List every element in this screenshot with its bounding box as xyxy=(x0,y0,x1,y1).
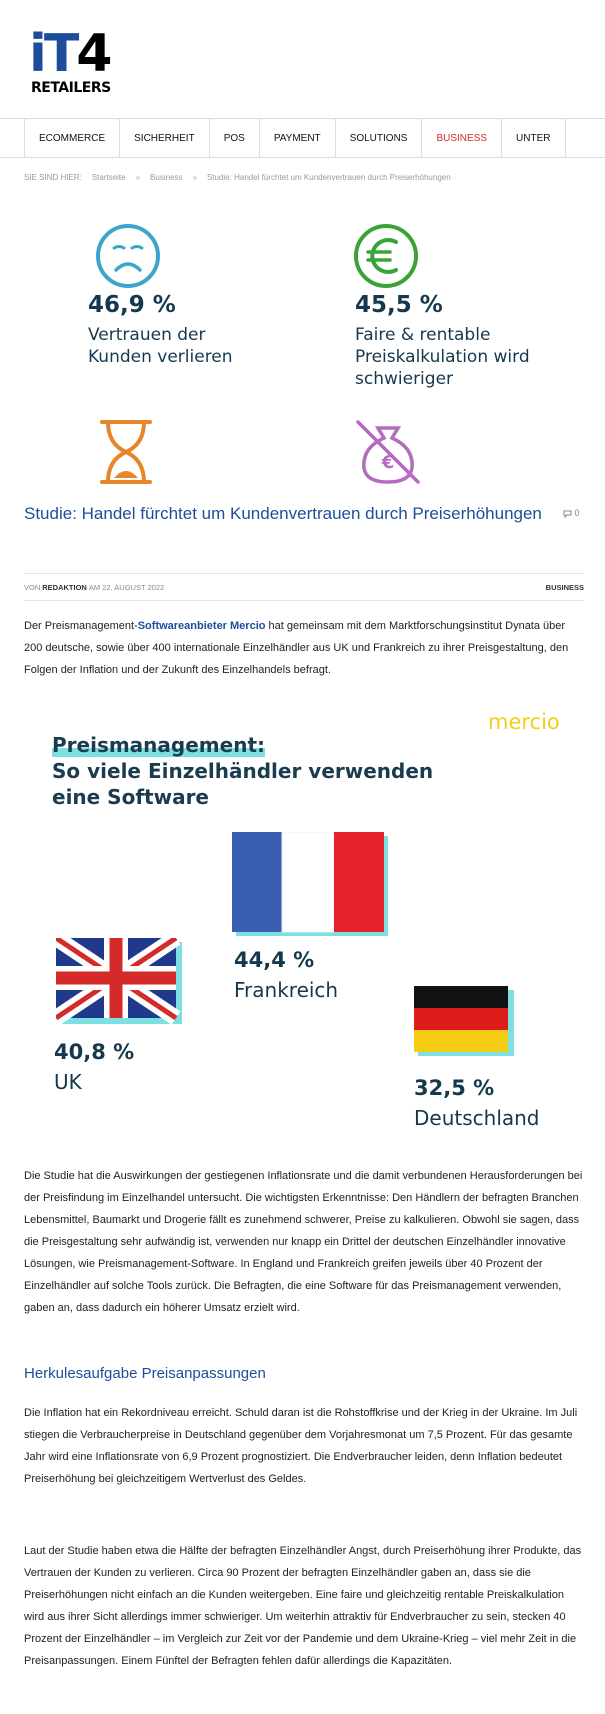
france-value: 44,4 % xyxy=(234,948,315,972)
stat-trust-label: Vertrauen der Kunden verlieren xyxy=(88,325,233,367)
nav-item-pos[interactable]: POS xyxy=(210,119,260,157)
svg-text:€: € xyxy=(381,452,395,473)
logo-wordmark: iT4 xyxy=(29,24,110,84)
article-meta xyxy=(24,573,584,601)
meta-date: AM 22. AUGUST 2022 xyxy=(88,582,165,592)
germany-label: Deutschland xyxy=(414,1106,540,1130)
nav-item-solutions[interactable]: SOLUTIONS xyxy=(336,119,423,157)
infographic-heading: Preismanagement: So viele Einzelhändler verwenden eine Software xyxy=(52,733,434,809)
breadcrumb-separator: » xyxy=(135,173,141,182)
stat-trust-value: 46,9 % xyxy=(88,292,176,318)
mercio-logo: mercio xyxy=(488,710,560,734)
mercio-link[interactable]: Softwareanbieter Mercio xyxy=(137,620,266,632)
euro-icon xyxy=(352,222,420,290)
nav-item-sicherheit[interactable]: SICHERHEIT xyxy=(120,119,210,157)
breadcrumb xyxy=(24,173,451,182)
main-nav xyxy=(0,118,605,158)
nav-item-business[interactable]: BUSINESS xyxy=(422,119,502,157)
article-paragraph: Die Inflation hat ein Rekordniveau erreicht. Schuld daran ist die Rohstoffkrise und der Krieg in der Ukraine. Im Juli stiegen die Verbraucherpreise in Deutschland gegenüber dem Vorjahresmonat um 7,5 Prozent. Für das gesamte Jahr wird eine Inflationsrate von 6,9 Prozent prognostiziert. Die Endverbraucher leiden, denn Inflation bedeutet Preiserhöhung bei gleichzeitigem Wertverlust des Geldes. xyxy=(24,1407,578,1485)
stat-pricing-label: Faire & rentable Preiskalkulation wird schwieriger xyxy=(355,325,530,389)
uk-label: UK xyxy=(54,1070,82,1094)
nav-item-unter[interactable]: UNTER xyxy=(502,119,565,157)
no-money-bag-icon xyxy=(352,418,424,486)
logo-subtitle: RETAILERS xyxy=(31,80,111,96)
breadcrumb-current: Studie: Handel fürchtet um Kundenvertrauen durch Preiserhöhungen xyxy=(206,173,451,182)
france-flag-icon xyxy=(232,832,388,936)
stat-trust xyxy=(88,292,233,368)
france-label: Frankreich xyxy=(234,978,339,1002)
uk-value: 40,8 % xyxy=(54,1040,135,1064)
meta-author[interactable]: REDAKTION xyxy=(42,582,87,592)
sad-face-icon xyxy=(94,222,162,290)
site-logo[interactable] xyxy=(29,24,111,104)
comment-icon xyxy=(563,510,572,518)
comment-count[interactable]: 0 xyxy=(563,508,580,518)
breadcrumb-business[interactable]: Business xyxy=(150,173,183,182)
article-paragraph: Laut der Studie haben etwa die Hälfte der befragten Einzelhändler Angst, durch Preiserhöhung ihrer Produkte, das Vertrauen der Kunden zu verlieren. Circa 90 Prozent der befragten Einzelhändler gaben an, dass sie die Preiserhöhungen nicht einfach an die Kunden weitergeben. Eine faire und gleichzeitig rentable Preiskalkulation wird aus ihrer Sicht allerdings immer schwieriger. Um weiterhin attraktiv für Endverbraucher zu sein, stecken 40 Prozent der Einzelhändler – im Vergleich zur Zeit vor der Pandemie und dem Ukraine-Krieg – viel mehr Zeit in die Preisanpassungen. Einem Fünftel der Befragten fehlen dafür allerdings die Kapazitäten. xyxy=(24,1545,582,1667)
breadcrumb-prefix: SIE SIND HIER: xyxy=(24,173,82,182)
nav-item-payment[interactable]: PAYMENT xyxy=(260,119,336,157)
breadcrumb-home[interactable]: Startseite xyxy=(91,173,126,182)
infographic xyxy=(24,700,584,1150)
breadcrumb-separator: » xyxy=(192,173,197,182)
meta-by: VON xyxy=(24,582,41,592)
article-intro: Der Preismanagement-Softwareanbieter Mercio hat gemeinsam mit dem Marktforschungsinstitut Dynata über 200 deutsche, sowie über 400 internationale Einzelhändler aus UK und Frankreich zu ihrer Preisgestaltung, den Folgen der Inflation und der Zukunft des Einzelhandels befragt. xyxy=(24,620,569,676)
hourglass-icon xyxy=(94,418,158,486)
nav-item-ecommerce[interactable]: ECOMMERCE xyxy=(24,119,120,157)
stat-pricing-value: 45,5 % xyxy=(355,292,443,318)
article-subheading: Herkulesaufgabe Preisanpassungen xyxy=(24,1365,266,1382)
germany-value: 32,5 % xyxy=(414,1076,495,1100)
meta-category[interactable]: BUSINESS xyxy=(545,582,584,592)
uk-flag-icon xyxy=(56,938,182,1024)
stat-pricing xyxy=(355,292,530,390)
article-paragraph: Die Studie hat die Auswirkungen der gestiegenen Inflationsrate und die damit verbundenen Herausforderungen bei der Preisfindung im Einzelhandel untersucht. Die wichtigsten Erkenntnisse: Den Händlern der befragten Branchen Lebensmittel, Baumarkt und Drogerie fällt es zunehmend schwerer, Preise zu kalkulieren. Obwohl sie sagen, dass die Preisgestaltung sehr aufwändig ist, verwenden nur knapp ein Drittel der deutschen Einzelhändler innovative Lösungen, wie Preismanagement-Software. In England und Frankreich greifen jeweils über 40 Prozent der Einzelhändler auf solche Tools zurück. Die Befragten, die eine Software für das Preismanagement verwenden, gaben an, dass dadurch ein höherer Umsatz erzielt wird. xyxy=(24,1170,583,1314)
article-title[interactable]: Studie: Handel fürchtet um Kundenvertrauen durch Preiserhöhungen xyxy=(24,504,542,523)
germany-flag-icon xyxy=(414,986,514,1056)
